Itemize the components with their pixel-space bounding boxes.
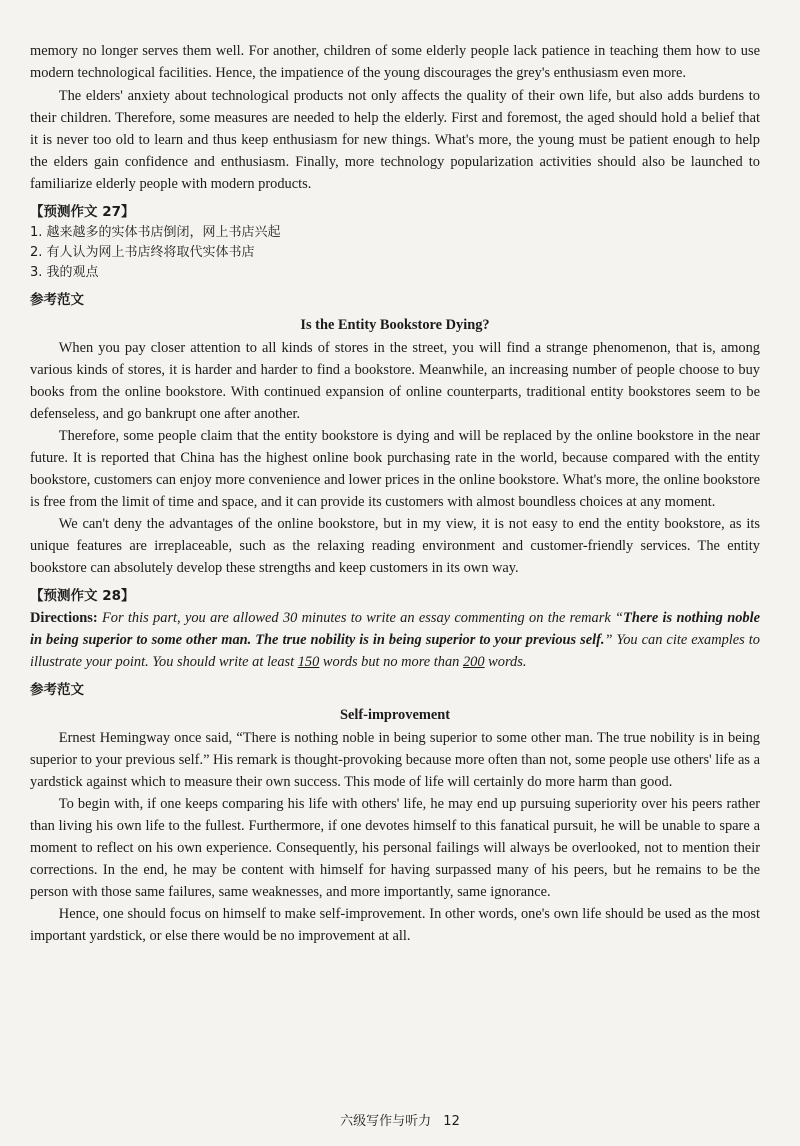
directions-max-words: 200 [462, 654, 485, 670]
essay27-prompt-2: 2. 有人认为网上书店终将取代实体书店 [30, 245, 255, 260]
essay28-title: Self-improvement [339, 707, 451, 723]
directions-text-2: ” You can cite examples to illustrate your point. You should write at least [30, 632, 760, 670]
essay27-paragraph-1: When you pay closer attention to all kinds of stores in the street, you will find a strange phenomenon, that is, among various kinds of stores, it is harder and harder to find a bookstore. Meanwhile, an increasing number of people choose to buy books from the online bookstore. With continued expansion of online counterparts, traditional entity bookstores seem to be defenseless, and go bankrupt one after another. [30, 340, 760, 422]
essay27-paragraph-3: We can't deny the advantages of the online bookstore, but in my view, it is not easy to end the entity bookstore, as its unique features are irreplaceable, such as the relaxing reading environment and customer-friendly services. The entity bookstore can absolutely develop these strengths and keep customers in its own way. [30, 516, 760, 576]
essay27-title: Is the Entity Bookstore Dying? [300, 317, 490, 333]
directions-label: Directions: [30, 610, 98, 626]
page-number: 12 [443, 1114, 460, 1129]
essay28-directions [30, 607, 760, 673]
directions-text-1: For this part, you are allowed 30 minutes to write an essay commenting on the remark “ [97, 610, 624, 626]
essay28-paragraph-2: To begin with, if one keeps comparing his life with others' life, he may end up pursuing superiority over his peers rather than living his own life to the fullest. Furthermore, if one devotes himself to this fanatical pursuit, he will be unable to spare a moment to reflect on his own experience. Consequently, his personal failings will always be overlooked, not to mention their corrections. In the end, he may be content with himself for having surpassed many of his peers, but he remains to be the person with those same failures, same weaknesses, and more importantly, same ignorance. [30, 796, 760, 900]
essay28-sample-label: 参考范文 [30, 682, 84, 698]
directions-text-4: words. [484, 654, 527, 670]
essay28-paragraph-1: Ernest Hemingway once said, “There is nothing noble in being superior to some other man. The true nobility is in being superior to your previous self.” His remark is thought-provoking because more often than not, some people use others' life as a yardstick against which to measure their own success. This mode of life will certainly do more harm than good. [30, 730, 760, 790]
essay27-prompt-3: 3. 我的观点 [30, 265, 99, 280]
essay28-paragraph-3: Hence, one should focus on himself to make self-improvement. In other words, one's own life should be used as the most important yardstick, or else there would be no improvement at all. [30, 906, 760, 944]
footer-book-title: 六级写作与听力 [340, 1114, 432, 1129]
previous-essay-paragraph-tail: memory no longer serves them well. For another, children of some elderly people lack patience in teaching them how to use modern technological facilities. Hence, the impatience of the young discourages the grey's enthusiasm even more. [30, 43, 760, 81]
essay27-paragraph-2: Therefore, some people claim that the entity bookstore is dying and will be replaced by the online bookstore in the near future. It is reported that China has the highest online book purchasing rate in the world, because compared with the entity bookstore, customers can enjoy more convenience and lower prices in the online bookstore. What's more, the online bookstore is free from the limit of time and space, and it can provide its customers with almost boundless choices at any moment. [30, 428, 760, 510]
essay27-prompt-1: 1. 越来越多的实体书店倒闭，网上书店兴起 [30, 225, 281, 240]
directions-text-3: words but no more than [319, 654, 463, 670]
directions-min-words: 150 [297, 654, 320, 670]
essay27-label: 【预测作文 27】 [30, 204, 135, 220]
directions-quote: There is nothing noble in being superior to some other man. The true nobility is in being superior to your previous self. [30, 610, 760, 648]
essay28-label: 【预测作文 28】 [30, 588, 135, 604]
previous-essay-paragraph-last: The elders' anxiety about technological products not only affects the quality of their own life, but also adds burdens to their children. Therefore, some measures are needed to help the elderly. First and foremost, the aged should hold a belief that it is never too old to learn and thus keep enthusiasm for new things. What's more, the young must be patient enough to help the elders gain confidence and enthusiasm. Finally, more technology popularization activities should also be launched to familiarize elderly people with modern products. [30, 88, 760, 192]
essay27-sample-label: 参考范文 [30, 292, 84, 308]
page-footer [0, 1110, 800, 1129]
